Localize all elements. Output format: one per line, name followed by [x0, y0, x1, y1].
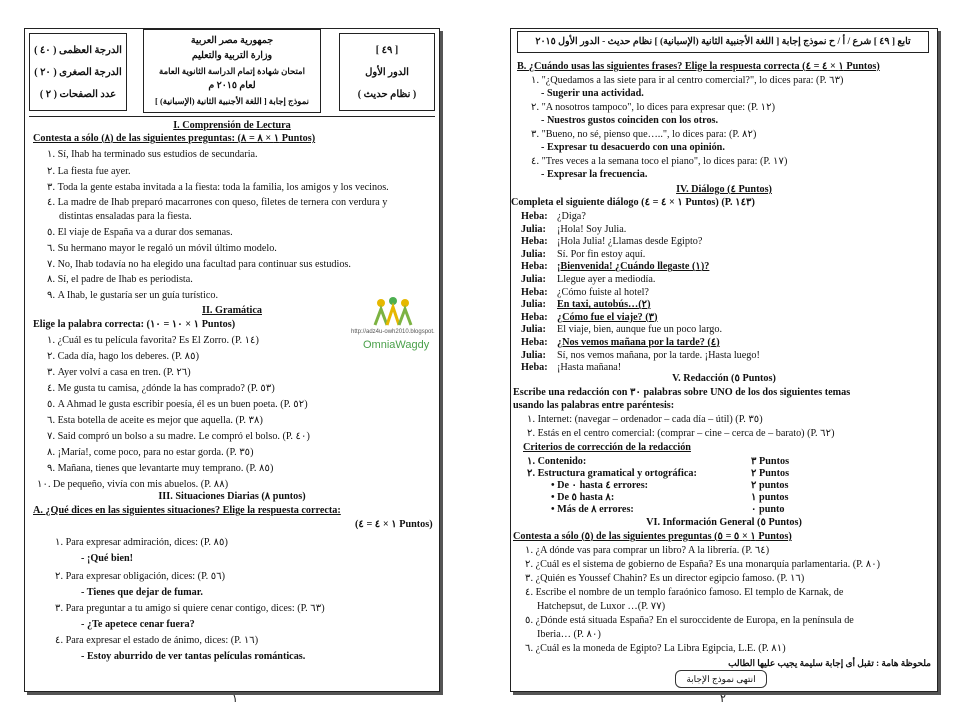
page-number: ٢ — [720, 693, 726, 705]
criteria-row — [527, 456, 789, 468]
list-item: ٧. Said compró un bolso a su madre. Le compró el bolso. (P. ٤٠) — [47, 431, 310, 442]
answer-page-2 — [510, 28, 938, 692]
blog-url: http://adz4u-owh2010.blogspot. — [351, 329, 435, 335]
list-item: ٢. La fiesta fue ayer. — [47, 166, 131, 177]
blog-watermark — [351, 297, 435, 365]
criteria-points: ١ puntos — [751, 492, 789, 503]
criteria-label: • De ٠ hasta ٤ errores: — [551, 480, 649, 491]
dialogue-speaker: Heba: — [521, 236, 548, 248]
section-instr-dialogo: Completa el siguiente diálogo (١ × ٤ = ٤ Puntos) (P. ١٤٣) — [511, 197, 755, 208]
dialogue-text: ¡Hola! Soy Julia. — [557, 223, 627, 235]
criteria-row — [551, 480, 788, 492]
exam-code: [ ٤٩ ] — [375, 45, 399, 56]
list-item: ٢. Cada día, hago los deberes. (P. ٨٥) — [47, 351, 199, 362]
list-item: Hatchepsut, de Luxor …(P. ٧٧) — [537, 601, 666, 612]
situation-answer: - Tienes que dejar de fumar. — [81, 587, 203, 598]
list-item: ٨. Sí, el padre de Ihab es periodista. — [47, 274, 193, 285]
ministry-line: وزارة التربية والتعليم — [191, 51, 273, 61]
dialogue-speaker: Heba: — [521, 337, 548, 348]
situation-question: ١. Para expresar admiración, dices: (P. ٨٥) — [55, 537, 228, 548]
section-title-situaciones: III. Situaciones Diarias (٨ puntos) — [158, 491, 306, 502]
situation-question: ٣. Para preguntar a tu amigo si quiere cenar contigo, dices: (P. ٦٣) — [55, 603, 325, 614]
dialogue-text: ¡Bienvenida! ¿Cuándo llegaste (١)? — [557, 261, 710, 273]
subsection-a-title: A. ¿Qué dices en las siguientes situaciones? Elige la respuesta correcta: — [33, 505, 341, 516]
dialogue-line — [521, 312, 658, 324]
criteria-points: ٢ puntos — [751, 480, 789, 491]
dialogue-line — [521, 211, 586, 223]
dialogue-speaker: Julia: — [521, 299, 546, 311]
dialogue-line — [521, 236, 702, 248]
list-item: ٤. Me gusta tu camisa, ¿dónde la has comprado? (P. ٥٣) — [47, 383, 275, 394]
redaccion-instr: Escribe una redacción con ٣٠ palabras sobre UNO de los dos siguientes temas — [513, 387, 851, 398]
criteria-points: ٠ punto — [751, 504, 785, 515]
subsection-b-title: B. ¿Cuándo usas las siguientes frases? Elige la respuesta correcta (١ × ٤ = ٤ Puntos) — [517, 61, 880, 72]
list-item: ٨. ¡María!, come poco, para no estar gorda. (P. ٣٥) — [47, 447, 254, 458]
redaccion-topic: ٢. Estás en el centro comercial: (comprar – cine – cerca de – barato) (P. ٦٢) — [527, 428, 835, 439]
exam-line: امتحان شهادة إتمام الدراسة الثانوية العامة — [159, 66, 305, 76]
list-item: ٥. A Ahmad le gusta escribir poesía, él es un buen poeta. (P. ٥٢) — [47, 399, 308, 410]
republic-line: جمهورية مصر العربية — [190, 36, 274, 46]
dialogue-text: Sí. Por fin estoy aquí. — [557, 248, 646, 260]
section-title-lectura: I. Comprensión de Lectura — [173, 120, 291, 131]
phrase-question: ٢. "A nosotros tampoco", lo dices para expresar que: (P. ١٢) — [531, 102, 776, 113]
dialogue-text: Llegue ayer a mediodía. — [557, 274, 656, 285]
dialogue-text: ¡Hasta mañana! — [557, 362, 622, 374]
phrase-answer: - Expresar la frecuencia. — [541, 169, 648, 180]
dialogue-speaker: Julia: — [521, 248, 546, 260]
dialogue-line — [521, 261, 709, 273]
dialogue-line — [521, 299, 651, 311]
end-of-answers: انتهى نموذج الإجابة — [675, 670, 767, 688]
important-note: ملحوظة هامة : تقبل أى إجابة سليمة يجيب عليها الطالب — [728, 658, 931, 668]
family-logo-icon — [373, 297, 413, 327]
criteria-label: ١. Contenido: — [527, 456, 587, 467]
answer-page-1 — [24, 28, 440, 692]
section-title-gramatica: II. Gramática — [202, 305, 262, 316]
dialogue-line — [521, 324, 722, 336]
dialogue-text: ¿Cómo fuiste al hotel? — [557, 286, 649, 298]
criteria-row — [551, 492, 788, 504]
grade-box — [29, 33, 127, 111]
dialogue-speaker: Heba: — [521, 311, 548, 323]
list-item: ٩. Mañana, tienes que levantarte muy temprano. (P. ٨٥) — [47, 463, 274, 474]
dialogue-speaker: Julia: — [521, 324, 546, 336]
list-item: ٧. No, Ihab todavía no ha elegido una facultad para continuar sus estudios. — [47, 259, 351, 270]
year-line: لعام ٢٠١٥ م — [208, 81, 256, 91]
criteria-points: ٢ Puntos — [751, 468, 790, 479]
exam-title-box — [143, 29, 321, 113]
criteria-row — [527, 468, 789, 480]
criteria-label: • Más de ٨ errores: — [551, 504, 634, 515]
list-item: ٣. ¿Quién es Youssef Chahin? Es un director egipcio famoso. (P. ١٦) — [525, 573, 805, 584]
list-item: ٤. La madre de Ihab preparó macarrones con queso, filetes de ternera con verdura y — [47, 197, 388, 208]
dialogue-line — [521, 224, 626, 236]
dialogue-text: ¿Diga? — [557, 211, 586, 222]
subject-line: نموذج إجابة [ اللغة الأجنبية الثانية (الإسبانية) ] — [155, 96, 309, 106]
list-item: ١. ¿A dónde vas para comprar un libro? A la librería. (P. ٦٤) — [525, 545, 770, 556]
dialogue-line — [521, 249, 645, 261]
dialogue-line — [521, 274, 655, 286]
list-item: ١٠. De pequeño, vivía con mis abuelos. (P. ٨٨) — [37, 479, 229, 490]
dialogue-line — [521, 350, 760, 362]
section-title-informacion: VI. Información General (٥ Puntos) — [646, 517, 802, 528]
dialogue-text: Sí, nos vemos mañana, por la tarde. ¡Hasta luego! — [557, 349, 760, 361]
session-box — [339, 33, 435, 111]
phrase-answer: - Sugerir una actividad. — [541, 88, 644, 99]
section-title-redaccion: V. Redacción (٥ Puntos) — [672, 373, 776, 384]
dialogue-speaker: Julia: — [521, 274, 546, 285]
list-item: ٥. ¿Dónde está situada España? En el suroccidente de Europa, en la península de — [525, 615, 854, 626]
redaccion-instr-2: usando las palabras entre paréntesis: — [513, 400, 675, 411]
criteria-points: ٣ Puntos — [751, 456, 790, 467]
dialogue-line — [521, 287, 649, 299]
list-item: Iberia… (P. ٨٠) — [537, 629, 601, 640]
list-item: distintas ensaladas para la fiesta. — [59, 211, 192, 222]
dialogue-speaker: Julia: — [521, 349, 546, 361]
situation-answer: - ¡Qué bien! — [81, 553, 134, 564]
section-instr-lectura: Contesta a sólo (٨) de las siguientes preguntas: (١ × ٨ = ٨ Puntos) — [33, 133, 316, 144]
list-item: ٦. Esta botella de aceite es mejor que aquella. (P. ٣٨) — [47, 415, 263, 426]
system-label: ( نظام حديث ) — [357, 89, 417, 100]
situation-question: ٤. Para expresar el estado de ánimo, dices: (P. ١٦) — [55, 635, 259, 646]
criteria-label: • De ٥ hasta ٨: — [551, 492, 615, 503]
session-label: الدور الأول — [365, 67, 409, 78]
phrase-question: ١. "¿Quedamos a las siete para ir al centro comercial?", lo dices para: (P. ٦٣) — [531, 75, 844, 86]
dialogue-speaker: Heba: — [521, 211, 548, 222]
max-grade: الدرجة العظمى ( ٤٠ ) — [34, 45, 122, 56]
list-item: ٩. A Ihab, le gustaría ser un guía turístico. — [47, 290, 218, 301]
criteria-label: ٢. Estructura gramatical y ortográfica: — [527, 468, 697, 479]
subsection-a-points: (١ × ٤ = ٤ Puntos) — [355, 519, 433, 530]
list-item: ٣. Ayer volví a casa en tren. (P. ٢٦) — [47, 367, 191, 378]
dialogue-speaker: Heba: — [521, 261, 548, 273]
criteria-row — [551, 504, 785, 516]
page-count: عدد الصفحات ( ٢ ) — [39, 89, 117, 100]
blog-author: OmniaWagdy — [363, 339, 430, 351]
situation-answer: - Estoy aburrido de ver tantas películas románticas. — [81, 651, 306, 662]
situation-answer: - ¿Te apetece cenar fuera? — [81, 619, 195, 630]
header-divider — [29, 116, 435, 117]
redaccion-topic: ١. Internet: (navegar – ordenador – cada día – útil) (P. ٣٥) — [527, 414, 763, 425]
dialogue-text: ¡Hola Julia! ¿Llamas desde Egipto? — [557, 236, 703, 248]
dialogue-speaker: Julia: — [521, 223, 546, 235]
list-item: ٦. ¿Cuál es la moneda de Egipto? La Libra Egipcia, L.E. (P. ٨١) — [525, 643, 786, 654]
page-number: ١ — [232, 693, 238, 705]
list-item: ١. ¿Cuál es tu película favorita? Es El Zorro. (P. ١٤) — [47, 335, 259, 346]
dialogue-speaker: Heba: — [521, 362, 548, 374]
dialogue-text: ¿Cómo fue el viaje? (٣) — [557, 311, 658, 323]
continuation-header: تابع [ ٤٩ ] شرع / أ / ح نموذج إجابة [ اللغة الأجنبية الثانية (الإسبانية) ] نظام حديث - الدور الأول ٢٠١٥ — [517, 31, 929, 53]
phrase-question: ٣. "Bueno, no sé, pienso que…..", lo dices para: (P. ٨٢) — [531, 129, 757, 140]
section-instr-gramatica: Elige la palabra correcta: (١ × ١٠ = ١٠ Puntos) — [33, 319, 236, 330]
list-item: ٣. Toda la gente estaba invitada a la fiesta: toda la familia, los amigos y los vecinos. — [47, 182, 389, 193]
dialogue-text: El viaje, bien, aunque fue un poco largo. — [557, 324, 723, 336]
list-item: ٦. Su hermano mayor le regaló un móvil último modelo. — [47, 243, 277, 254]
situation-question: ٢. Para expresar obligación, dices: (P. ٥٦) — [55, 571, 226, 582]
phrase-answer: - Nuestros gustos coinciden con los otros. — [541, 115, 719, 126]
dialogue-speaker: Heba: — [521, 286, 548, 298]
phrase-question: ٤. "Tres veces a la semana toco el piano", lo dices para: (P. ١٧) — [531, 156, 788, 167]
dialogue-text: ¿Nos vemos mañana por la tarde? (٤) — [557, 337, 720, 348]
min-grade: الدرجة الصغرى ( ٢٠ ) — [34, 67, 122, 78]
dialogue-text: En taxi, autobús…(٢) — [557, 299, 651, 311]
criteria-title: Criterios de corrección de la redacción — [523, 442, 691, 453]
dialogue-line — [521, 337, 720, 349]
section-instr-informacion: Contesta a sólo (٥) de las siguientes preguntas (١ × ٥ = ٥ Puntos) — [513, 531, 792, 542]
section-title-dialogo: IV. Diálogo (٤ Puntos) — [676, 184, 772, 195]
list-item: ٥. El viaje de España va a durar dos semanas. — [47, 227, 233, 238]
phrase-answer: - Expresar tu desacuerdo con una opinión. — [541, 142, 725, 153]
list-item: ١. Sí, Ihab ha terminado sus estudios de secundaria. — [47, 149, 258, 160]
list-item: ٤. Escribe el nombre de un templo faraónico famoso. El templo de Karnak, de — [525, 587, 844, 598]
list-item: ٢. ¿Cuál es el sistema de gobierno de España? Es una monarquía parlamentaria. (P. ٨٠) — [525, 559, 881, 570]
